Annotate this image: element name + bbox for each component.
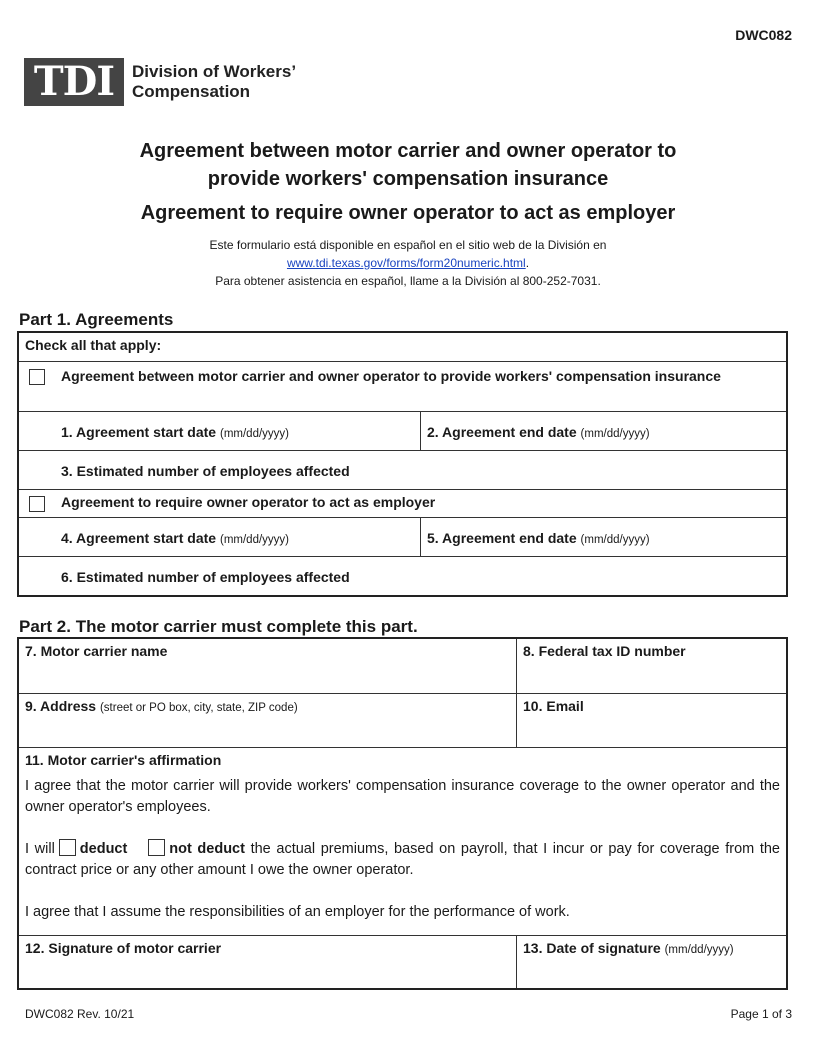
field-11-label: 11. Motor carrier's affirmation — [25, 752, 222, 768]
field-12[interactable] — [18, 935, 517, 989]
field-13[interactable] — [516, 935, 787, 989]
field-5-label: 5. Agreement end date — [427, 530, 577, 546]
date-hint: (mm/dd/yyyy) — [580, 428, 650, 440]
field-5[interactable] — [420, 517, 787, 557]
logo-line1: Division of Workers’ — [132, 62, 297, 81]
date-hint: (mm/dd/yyyy) — [219, 428, 289, 440]
affirmation-paragraph-2 — [25, 839, 780, 881]
logo-text — [132, 62, 296, 102]
spanish-line3: Para obtener asistencia en español, llame a la División al 800-252-7031. — [215, 274, 601, 288]
option-a-row — [18, 361, 787, 412]
affirmation-paragraph-3: I agree that I assume the responsibilities of an employer for the performance of work. — [25, 904, 570, 920]
option-b-checkbox[interactable] — [29, 496, 45, 512]
field-1[interactable] — [18, 411, 421, 451]
field-4-label: 4. Agreement start date — [61, 530, 217, 546]
field-10-label: 10. Email — [523, 698, 584, 714]
field-12-label: 12. Signature of motor carrier — [25, 940, 222, 956]
field-4[interactable] — [18, 517, 421, 557]
option-a-label: Agreement between motor carrier and owner operator to provide workers' compensation insurance — [61, 368, 721, 384]
field-13-label: 13. Date of signature — [523, 940, 661, 956]
i-will-text: I will — [25, 841, 55, 857]
not-deduct-checkbox[interactable] — [148, 839, 165, 856]
option-b-label: Agreement to require owner operator to act as employer — [61, 494, 436, 510]
footer-revision: DWC082 Rev. 10/21 — [25, 1007, 135, 1021]
title-line2: provide workers' compensation insurance — [207, 168, 609, 190]
address-hint: (street or PO box, city, state, ZIP code) — [99, 702, 298, 714]
page-subtitle: Agreement to require owner operator to act as employer — [140, 202, 676, 224]
deduct-checkbox[interactable] — [59, 839, 76, 856]
option-a-checkbox[interactable] — [29, 369, 45, 385]
field-1-label: 1. Agreement start date — [61, 424, 217, 440]
field-3-label: 3. Estimated number of employees affected — [61, 463, 350, 479]
option-b-row — [18, 489, 787, 518]
check-all-label: Check all that apply: — [18, 332, 787, 362]
affirmation-paragraph-1: I agree that the motor carrier will provide workers' compensation insurance coverage to the owner operator and the owner operator's employees. — [25, 778, 780, 815]
logo-line2: Compensation — [132, 82, 251, 101]
title-line1: Agreement between motor carrier and owner operator to — [139, 140, 677, 162]
date-hint: (mm/dd/yyyy) — [580, 534, 650, 546]
field-8-label: 8. Federal tax ID number — [523, 643, 686, 659]
not-deduct-label: not deduct — [169, 841, 245, 857]
field-6-label: 6. Estimated number of employees affected — [61, 569, 350, 585]
link-suffix: . — [525, 256, 530, 270]
form-number: DWC082 — [735, 27, 792, 43]
deduct-text: the actual premiums, based on payroll, that I incur or pay for coverage from the contract price or any other amount I owe the owner operator. — [25, 841, 780, 878]
field-10[interactable] — [516, 693, 787, 748]
page-title — [0, 137, 816, 193]
forms-link[interactable]: www.tdi.texas.gov/forms/form20numeric.html — [286, 256, 526, 270]
date-hint: (mm/dd/yyyy) — [664, 944, 734, 956]
field-6[interactable] — [18, 556, 787, 596]
field-3[interactable] — [18, 450, 787, 490]
tdi-logo: TDI — [24, 58, 124, 106]
field-7-label: 7. Motor carrier name — [25, 643, 168, 659]
spanish-notice — [0, 236, 816, 290]
field-9-label: 9. Address — [25, 698, 97, 714]
date-hint: (mm/dd/yyyy) — [219, 534, 289, 546]
deduct-label: deduct — [79, 841, 128, 857]
footer-page: Page 1 of 3 — [730, 1007, 792, 1021]
field-2-label: 2. Agreement end date — [427, 424, 577, 440]
field-9[interactable] — [18, 693, 517, 748]
spanish-line1: Este formulario está disponible en español en el sitio web de la División en — [209, 238, 607, 252]
part2-heading: Part 2. The motor carrier must complete this part. — [19, 617, 418, 636]
field-8[interactable] — [516, 638, 787, 694]
field-7[interactable] — [18, 638, 517, 694]
affirmation-section — [18, 747, 787, 936]
part1-heading: Part 1. Agreements — [19, 310, 174, 329]
field-2[interactable] — [420, 411, 787, 451]
